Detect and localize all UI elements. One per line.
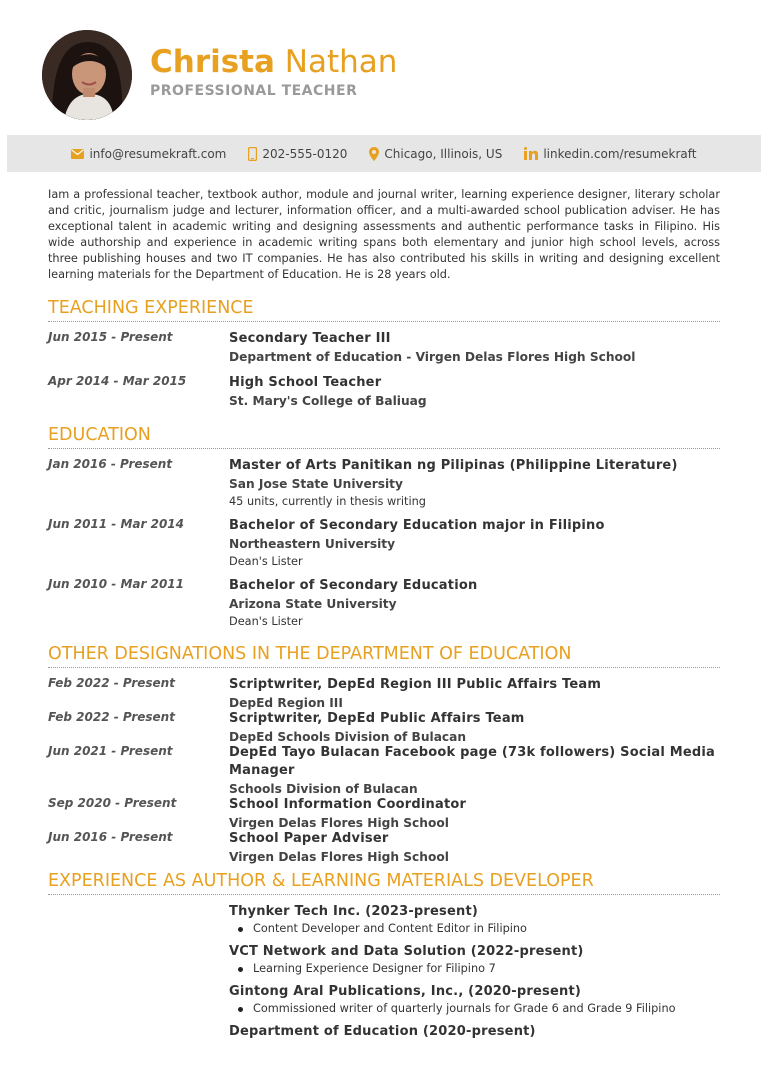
contact-location[interactable] xyxy=(369,147,502,161)
entry-title: Gintong Aral Publications, Inc., (2020-present) xyxy=(229,984,581,999)
first-name: Christa xyxy=(150,44,275,80)
entry-title: High School Teacher xyxy=(229,375,382,390)
entry-date: Jun 2010 - Mar 2011 xyxy=(48,577,184,591)
candidate-name xyxy=(150,42,397,82)
contact-email[interactable] xyxy=(71,147,226,161)
entry-date: Jun 2016 - Present xyxy=(48,830,173,844)
linkedin-text: linkedin.com/resumekraft xyxy=(543,146,697,161)
entry-organization: Department of Education - Virgen Delas Flores High School xyxy=(229,350,636,364)
location-pin-icon xyxy=(369,147,379,161)
entry-note: 45 units, currently in thesis writing xyxy=(229,495,426,508)
entry-date: Jun 2015 - Present xyxy=(48,330,173,344)
entry-date: Feb 2022 - Present xyxy=(48,710,175,724)
email-text: info@resumekraft.com xyxy=(89,146,227,161)
entry-title: Department of Education (2020-present) xyxy=(229,1024,536,1039)
profile-photo xyxy=(42,30,132,120)
entry-title: School Information Coordinator xyxy=(229,797,467,812)
entry-date: Feb 2022 - Present xyxy=(48,676,175,690)
contact-bar xyxy=(7,135,761,172)
section-heading-designations: OTHER DESIGNATIONS IN THE DEPARTMENT OF EDUCATION xyxy=(48,643,720,668)
linkedin-icon xyxy=(524,147,538,160)
entry-title: VCT Network and Data Solution (2022-present) xyxy=(229,944,584,959)
entry-date: Jun 2021 - Present xyxy=(48,744,173,758)
entry-organization: DepEd Schools Division of Bulacan xyxy=(229,730,467,744)
phone-text: 202-555-0120 xyxy=(262,146,348,161)
entry-date: Apr 2014 - Mar 2015 xyxy=(48,374,187,388)
section-heading-education: EDUCATION xyxy=(48,424,720,449)
envelope-icon xyxy=(71,149,84,159)
entry-note: Dean's Lister xyxy=(229,615,303,628)
location-text: Chicago, Illinois, US xyxy=(384,146,503,161)
entry-organization: St. Mary's College of Baliuag xyxy=(229,394,427,408)
entry-title: Bachelor of Secondary Education major in Filipino xyxy=(229,518,605,533)
entry-bullet: Content Developer and Content Editor in Filipino xyxy=(229,921,720,937)
entry-organization: Arizona State University xyxy=(229,597,397,611)
entry-title: Scriptwriter, DepEd Public Affairs Team xyxy=(229,711,525,726)
contact-phone[interactable] xyxy=(248,147,347,161)
entry-organization: Schools Division of Bulacan xyxy=(229,782,418,796)
entry-organization: Virgen Delas Flores High School xyxy=(229,816,449,830)
entry-bullet: Commissioned writer of quarterly journals for Grade 6 and Grade 9 Filipino xyxy=(229,1001,720,1017)
entry-title: Master of Arts Panitikan ng Pilipinas (Philippine Literature) xyxy=(229,458,678,473)
entry-organization: Virgen Delas Flores High School xyxy=(229,850,449,864)
entry-title: Thynker Tech Inc. (2023-present) xyxy=(229,904,479,919)
entry-organization: Northeastern University xyxy=(229,537,396,551)
entry-title: Secondary Teacher III xyxy=(229,331,391,346)
entry-organization: DepEd Region III xyxy=(229,696,343,710)
entry-date: Jun 2011 - Mar 2014 xyxy=(48,517,184,531)
profile-photo-illustration xyxy=(42,30,132,120)
entry-bullet: Learning Experience Designer for Filipino 7 xyxy=(229,961,720,977)
entry-date: Jan 2016 - Present xyxy=(48,457,173,471)
section-heading-author: EXPERIENCE AS AUTHOR & LEARNING MATERIALS DEVELOPER xyxy=(48,870,720,895)
entry-note: Dean's Lister xyxy=(229,555,303,568)
section-heading-teaching: TEACHING EXPERIENCE xyxy=(48,297,720,322)
contact-linkedin[interactable] xyxy=(524,147,696,161)
entry-date: Sep 2020 - Present xyxy=(48,796,177,810)
profile-summary: Iam a professional teacher, textbook author, module and journal writer, learning experience designer, literary scholar and critic, journalism judge and lecturer, information officer, and a multi-awarded school publication adviser. He has exceptional talent in academic writing and designing assessments and authentic performance tasks in Filipino. His wide authorship and experience in academic writing spans both elementary and junior high school levels, across three publishing houses and two IT companies. He has also contributed his skills in writing and designing excellent learning materials for the Department of Education. He is 28 years old. xyxy=(48,188,720,281)
last-name: Nathan xyxy=(284,44,398,80)
entry-title: School Paper Adviser xyxy=(229,831,389,846)
entry-organization: San Jose State University xyxy=(229,477,403,491)
entry-title: Bachelor of Secondary Education xyxy=(229,578,478,593)
job-title: PROFESSIONAL TEACHER xyxy=(150,83,358,99)
entry-title: DepEd Tayo Bulacan Facebook page (73k followers) Social Media Manager xyxy=(229,745,716,778)
phone-icon xyxy=(248,147,257,161)
entry-title: Scriptwriter, DepEd Region III Public Affairs Team xyxy=(229,677,602,692)
